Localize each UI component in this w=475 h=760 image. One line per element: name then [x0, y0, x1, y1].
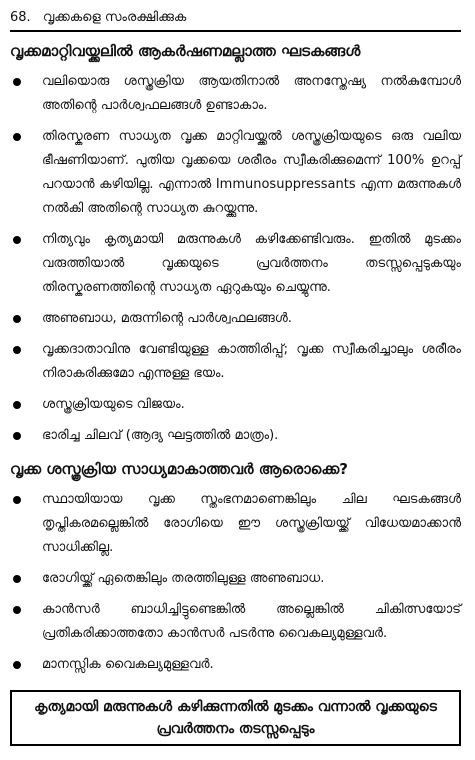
list-item-text: വൃക്കദാതാവിനു വേണ്ടിയുള്ള കാത്തിരിപ്പ്; വൃക്ക സ്വീകരിച്ചാലും ശരീരം നിരാകരിക്കുമോ എന്നുള്ള ഭയം. [42, 342, 461, 381]
bullet-icon [13, 133, 21, 141]
list-item-text: നിത്യവും കൃത്യമായി മരുന്നുകൾ കഴിക്കേണ്ടിവരും. ഇതിൽ മുടക്കം വരുത്തിയാൽ വൃക്കയുടെ പ്രവർത്തനം തടസ്സപ്പെടുകയും തിരസ്കരണത്തിന്റെ സാധ്യത ഏറുകയും ചെയ്യുന്നു. [42, 232, 461, 295]
callout-text: കൃത്യമായി മരുന്നുകൾ കഴിക്കുന്നതിൽ മുടക്കം വന്നാൽ വൃക്കയുടെ പ്രവർത്തനം തടസ്സപ്പെടും [34, 699, 437, 737]
bullet-icon [13, 661, 21, 669]
list-item-text: അണുബാധ, മരുന്നിന്റെ പാർശ്വഫലങ്ങൾ. [42, 311, 292, 326]
list-item [10, 125, 461, 221]
bullet-icon [13, 432, 21, 440]
list-item-text: സ്ഥായിയായ വൃക്ക സ്തംഭനമാണെങ്കിലും ചില ഘടകങ്ങൾ തൃപ്തികരമല്ലെങ്കിൽ രോഗിയെ ഈ ശസ്ത്രക്രിയയ്ക്ക് വിധേയമാക്കാൻ സാധിക്കില്ല. [42, 492, 461, 555]
bullet-icon [13, 496, 21, 504]
section-heading-unattractive-factors: വൃക്കമാറ്റിവയ്ക്കലിൽ ആകർഷണമല്ലാത്ത ഘടകങ്ങൾ [10, 42, 361, 60]
callout-box [10, 690, 461, 746]
page-content [10, 40, 461, 687]
list-item-text: വലിയൊരു ശസ്ത്രക്രിയ ആയതിനാൽ അനസ്തേഷ്യ നൽകുമ്പോൾ അതിന്റെ പാർശ്വഫലങ്ങൾ ഉണ്ടാകാം. [42, 74, 461, 113]
bullet-icon [13, 78, 21, 86]
list-item-text: ഭാരിച്ച ചിലവ് (ആദ്യ ഘട്ടത്തിൽ മാത്രം). [42, 428, 279, 443]
list-item [10, 598, 461, 646]
running-title: വൃക്കകളെ സംരക്ഷിക്കുക [42, 10, 187, 25]
list-item [10, 228, 461, 300]
list-item [10, 307, 461, 331]
page-number: 68. [10, 10, 31, 25]
bullet-icon [13, 346, 21, 354]
list-item-text: മാനസ്സിക വൈകല്യമുള്ളവർ. [42, 657, 214, 672]
bullet-icon [13, 401, 21, 409]
list-item [10, 653, 461, 677]
running-header [10, 8, 461, 32]
bullet-icon [13, 236, 21, 244]
unattractive-factors-list [10, 70, 461, 448]
list-item-text: ശസ്ത്രക്രിയയുടെ വിജയം. [42, 397, 185, 412]
bullet-icon [13, 606, 21, 614]
list-item [10, 338, 461, 386]
list-item [10, 488, 461, 560]
section-heading-ineligible-patients: വൃക്ക ശസ്ത്രക്രിയ സാധ്യമാകാത്തവർ ആരൊക്കെ? [10, 460, 348, 478]
list-item [10, 70, 461, 118]
ineligible-patients-list [10, 488, 461, 677]
list-item [10, 393, 461, 417]
list-item-text: തിരസ്കരണ സാധ്യത വൃക്ക മാറ്റിവയ്ക്കൽ ശസ്ത്രക്രിയയുടെ ഒരു വലിയ ഭീഷണിയാണ്. പുതിയ വൃക്കയെ ശരീരം സ്വീകരിക്കുമെന്ന് 100% ഉറപ്പ് പറയാൻ കഴിയില്ല. എന്നാൽ Immunosuppressants എന്ന മരുന്നുകൾ നൽകി അതിന്റെ സാധ്യത കുറയ്ക്കുന്നു. [42, 129, 461, 216]
bullet-icon [13, 315, 21, 323]
list-item [10, 424, 461, 448]
list-item-text: രോഗിയ്ക്ക് ഏതെങ്കിലും തരത്തിലുള്ള അണുബാധ. [42, 571, 325, 586]
list-item [10, 567, 461, 591]
list-item-text: കാൻസർ ബാധിച്ചിട്ടുണ്ടെങ്കിൽ അല്ലെങ്കിൽ ചികിത്സയോട് പ്രതികരിക്കാത്തതോ കാൻസർ പടർന്നു വൈകല്യമുള്ളവർ. [42, 602, 461, 641]
bullet-icon [13, 575, 21, 583]
